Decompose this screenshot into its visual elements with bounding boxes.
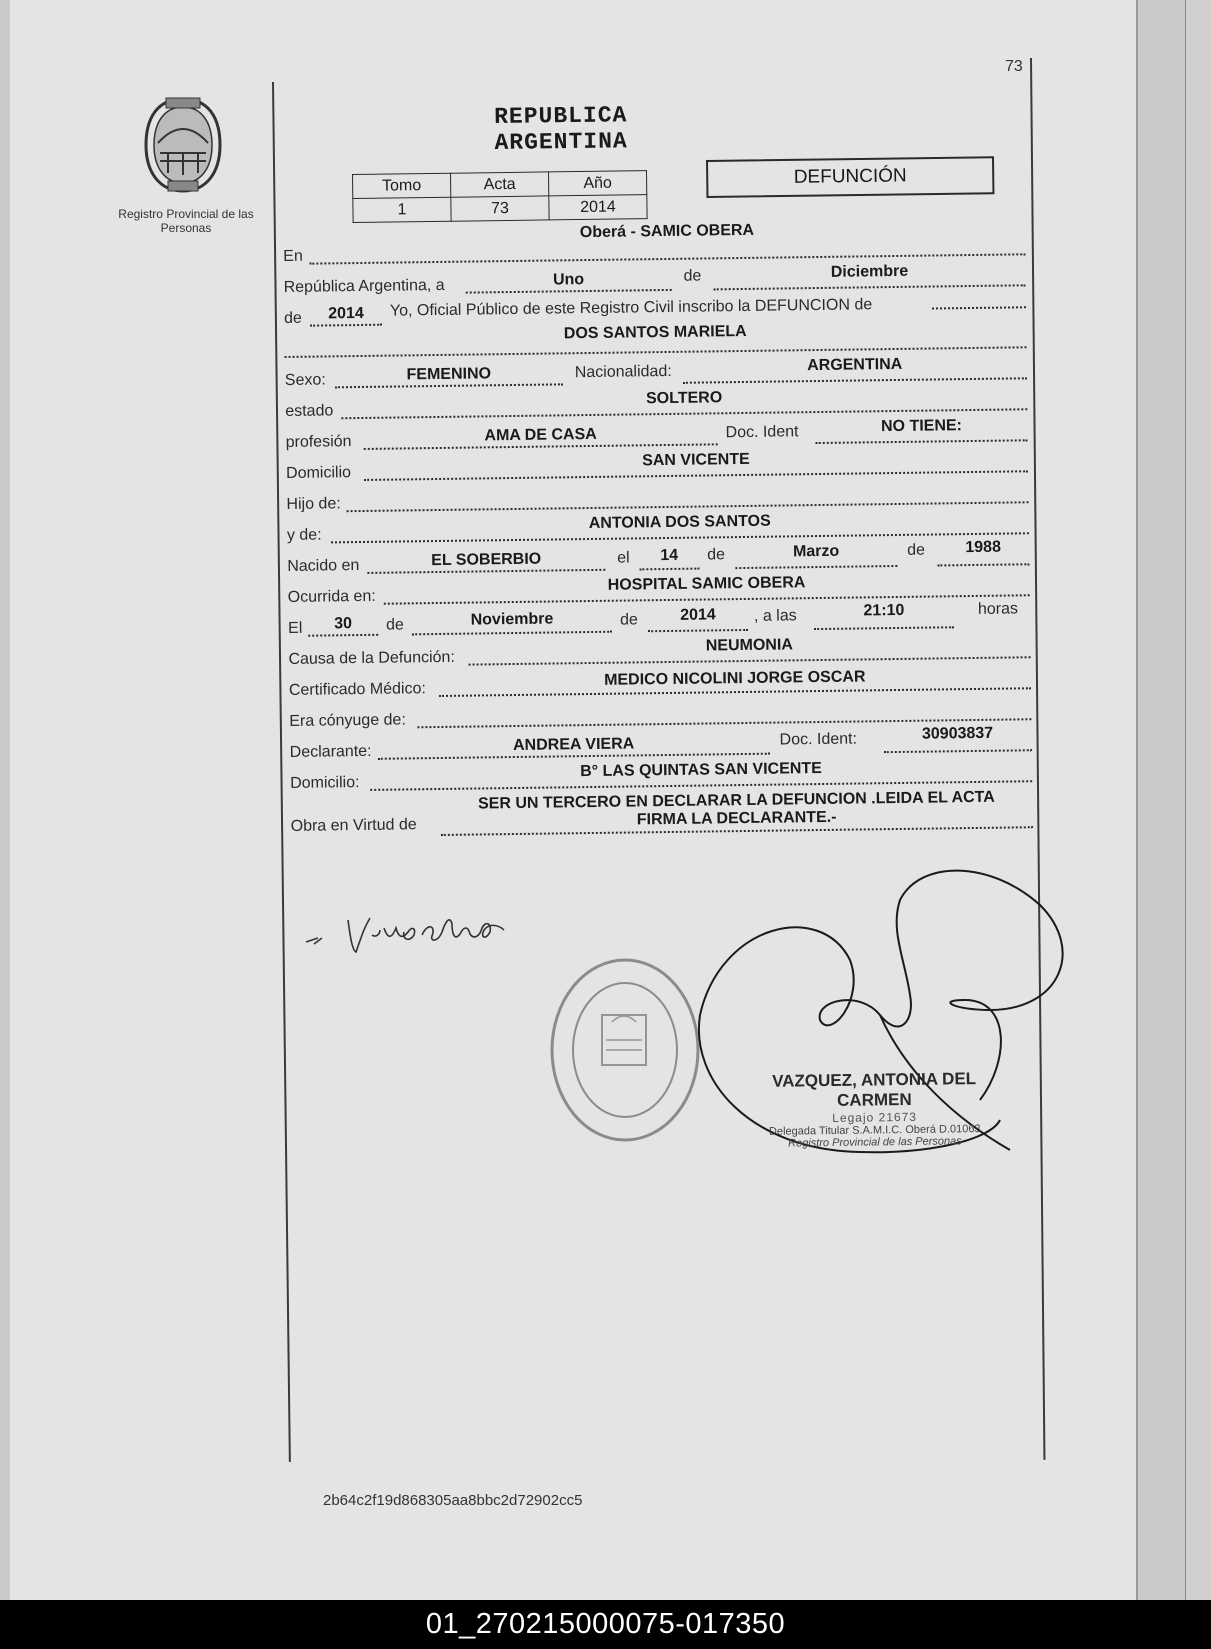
value-birth-day: 14 [660, 546, 679, 565]
page-number: 73 [1005, 58, 1023, 75]
value-death-time: 21:10 [863, 601, 905, 620]
value-birthplace: EL SOBERBIO [431, 550, 542, 570]
label-civil-status: estado [285, 402, 334, 420]
value-doc-ident: NO TIENE: [880, 417, 963, 436]
label-doc-ident: Doc. Ident [725, 423, 799, 442]
label-occurred-in: Ocurrida en: [287, 587, 376, 606]
label-profession: profesión [285, 433, 352, 451]
label-and-of: y de: [286, 526, 322, 544]
page-edge [1185, 0, 1211, 1600]
value-civil-status: SOLTERO [645, 389, 723, 408]
value-deceased-name: DOS SANTOS MARIELA [563, 322, 747, 343]
value-cause: NEUMONIA [705, 636, 794, 655]
value-place: Oberá - SAMIC OBERA [579, 221, 755, 242]
label-doc-ident-2: Doc. Ident: [779, 730, 858, 749]
value-address: SAN VICENTE [642, 450, 750, 470]
table-header-acta: Acta [450, 172, 548, 197]
label-by-virtue: Obra en Virtud de [290, 816, 417, 835]
label-republica: República Argentina, a [283, 276, 445, 296]
label-de2: de [283, 309, 302, 327]
label-address-2: Domicilio: [290, 774, 360, 792]
label-de6: de [619, 611, 638, 629]
value-month: Diciembre [830, 262, 909, 281]
table-value-acta: 73 [451, 196, 549, 221]
official-registry: Registro Provincial de las Personas [788, 1135, 962, 1150]
value-nationality: ARGENTINA [807, 355, 903, 375]
table-value-tomo: 1 [353, 197, 451, 222]
label-sex: Sexo: [284, 371, 326, 389]
label-nationality: Nacionalidad: [574, 362, 672, 382]
value-declarant: ANDREA VIERA [512, 735, 635, 755]
official-name: VAZQUEZ, ANTONIA DEL CARMEN [771, 1069, 977, 1110]
value-birth-month: Marzo [792, 542, 840, 561]
label-de4: de [907, 541, 926, 559]
scan-id-footer: 01_270215000075-017350 [0, 1600, 1211, 1649]
document-title: REPUBLICA ARGENTINA [494, 102, 628, 156]
official-stamp [754, 1069, 995, 1150]
value-profession: AMA DE CASA [484, 425, 597, 445]
label-spouse: Era cónyuge de: [289, 711, 406, 730]
value-mother: ANTONIA DOS SANTOS [588, 512, 771, 533]
value-certificate: MEDICO NICOLINI JORGE OSCAR [604, 668, 866, 689]
label-el: el [617, 549, 630, 567]
record-table [352, 170, 648, 223]
value-by-virtue-line1: SER UN TERCERO EN DECLARAR LA DEFUNCION .LEIDA EL ACTA [477, 788, 995, 813]
fill-line [932, 286, 1026, 309]
label-el2: El [288, 619, 303, 637]
registry-label: Registro Provincial de las Personas [118, 207, 254, 235]
death-record-form [283, 221, 1043, 835]
value-day: Uno [552, 271, 585, 289]
label-born-in: Nacido en [287, 557, 360, 575]
value-death-month: Noviembre [470, 610, 554, 629]
label-en: En [283, 247, 303, 265]
provincial-emblem-icon [138, 95, 228, 195]
official-legajo: Legajo 21673 [832, 1109, 918, 1125]
label-son-of: Hijo de: [286, 495, 341, 513]
value-birth-year: 1988 [965, 538, 1002, 557]
value-death-year: 2014 [680, 606, 716, 624]
label-inscribo: Yo, Oficial Público de este Registro Civil inscribo la DEFUNCION de [389, 296, 873, 320]
label-certificate: Certificado Médico: [288, 680, 426, 699]
value-occurred-in: HOSPITAL SAMIC OBERA [607, 574, 806, 594]
official-position: Delegada Titular S.A.M.I.C. Oberá D.01063 [768, 1123, 981, 1138]
document-hash: 2b64c2f19d868305aa8bbc2d72902cc5 [323, 1492, 583, 1509]
label-hours: horas [977, 600, 1019, 618]
value-address-2: B° LAS QUINTAS SAN VICENTE [580, 759, 822, 781]
value-doc-ident-2: 30903837 [921, 724, 994, 743]
label-cause: Causa de la Defunción: [288, 648, 455, 668]
table-header-tomo: Tomo [353, 173, 451, 198]
fill-line [417, 698, 1031, 728]
table-value-anio: 2014 [549, 195, 647, 220]
label-de3: de [707, 546, 726, 564]
value-sex: FEMENINO [406, 365, 492, 384]
value-by-virtue-line2: FIRMA LA DECLARANTE.- [636, 808, 837, 829]
value-year: 2014 [328, 304, 364, 323]
label-a-las: , a las [753, 607, 797, 625]
act-type-box: DEFUNCIÓN [706, 156, 994, 198]
label-address: Domicilio [285, 464, 352, 482]
label-declarant: Declarante: [289, 742, 372, 761]
table-header-anio: Año [548, 171, 646, 196]
fill-line [346, 481, 1028, 512]
label-de: de [683, 267, 702, 285]
label-de5: de [385, 616, 404, 634]
value-death-day: 30 [334, 615, 353, 633]
